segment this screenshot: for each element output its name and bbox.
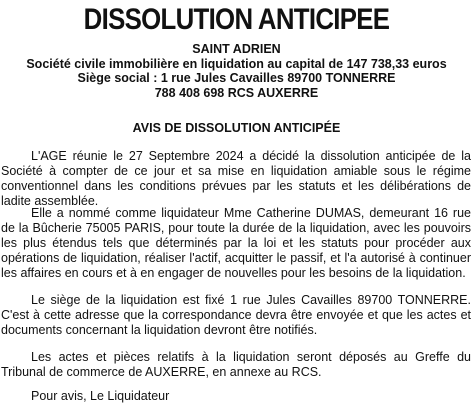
company-head-office: Siège social : 1 rue Jules Cavailles 89700 TONNERRE [77,71,396,85]
signoff: Pour avis, Le Liquidateur [31,389,170,403]
paragraph-liquidation-seat: Le siège de la liquidation est fixé 1 rue Jules Cavailles 89700 TONNERRE. C'est à cette adresse que la correspondance devra être envoyée et que les actes et documents concernant la liquidation devront être notifiés. [1,293,471,337]
notice-headline: DISSOLUTION ANTICIPEE [83,3,390,36]
paragraph-dissolution: L'AGE réunie le 27 Septembre 2024 a décidé la dissolution anticipée de la Société à compter de ce jour et sa mise en liquidation amiable sous le régime conventionnel dans les conditions prévues par les statuts et les délibérations de ladite assemblée. [1,149,471,208]
notice-title: AVIS DE DISSOLUTION ANTICIPÉE [132,121,341,135]
paragraph-liquidator: Elle a nommé comme liquidateur Mme Catherine DUMAS, demeurant 16 rue de la Bûcherie 75005 PARIS, pour toute la durée de la liquidation, avec les pouvoirs les plus étendus tels que déterminés par la loi et les statuts pour procéder aux opérations de liquidation, réaliser l'actif, acquitter le passif, et l'a autorisé à continuer les affaires en cours et à en engager de nouvelles pour les besoins de la liquidation. [1,206,471,280]
paragraph-filing: Les actes et pièces relatifs à la liquidation seront déposés au Greffe du Tribunal de commerce de AUXERRE, en annexe au RCS. [1,350,471,379]
company-header [0,42,473,100]
company-description: Société civile immobilière en liquidation au capital de 147 738,33 euros [26,56,447,71]
company-registration: 788 408 698 RCS AUXERRE [154,85,319,100]
company-name: SAINT ADRIEN [192,42,281,56]
